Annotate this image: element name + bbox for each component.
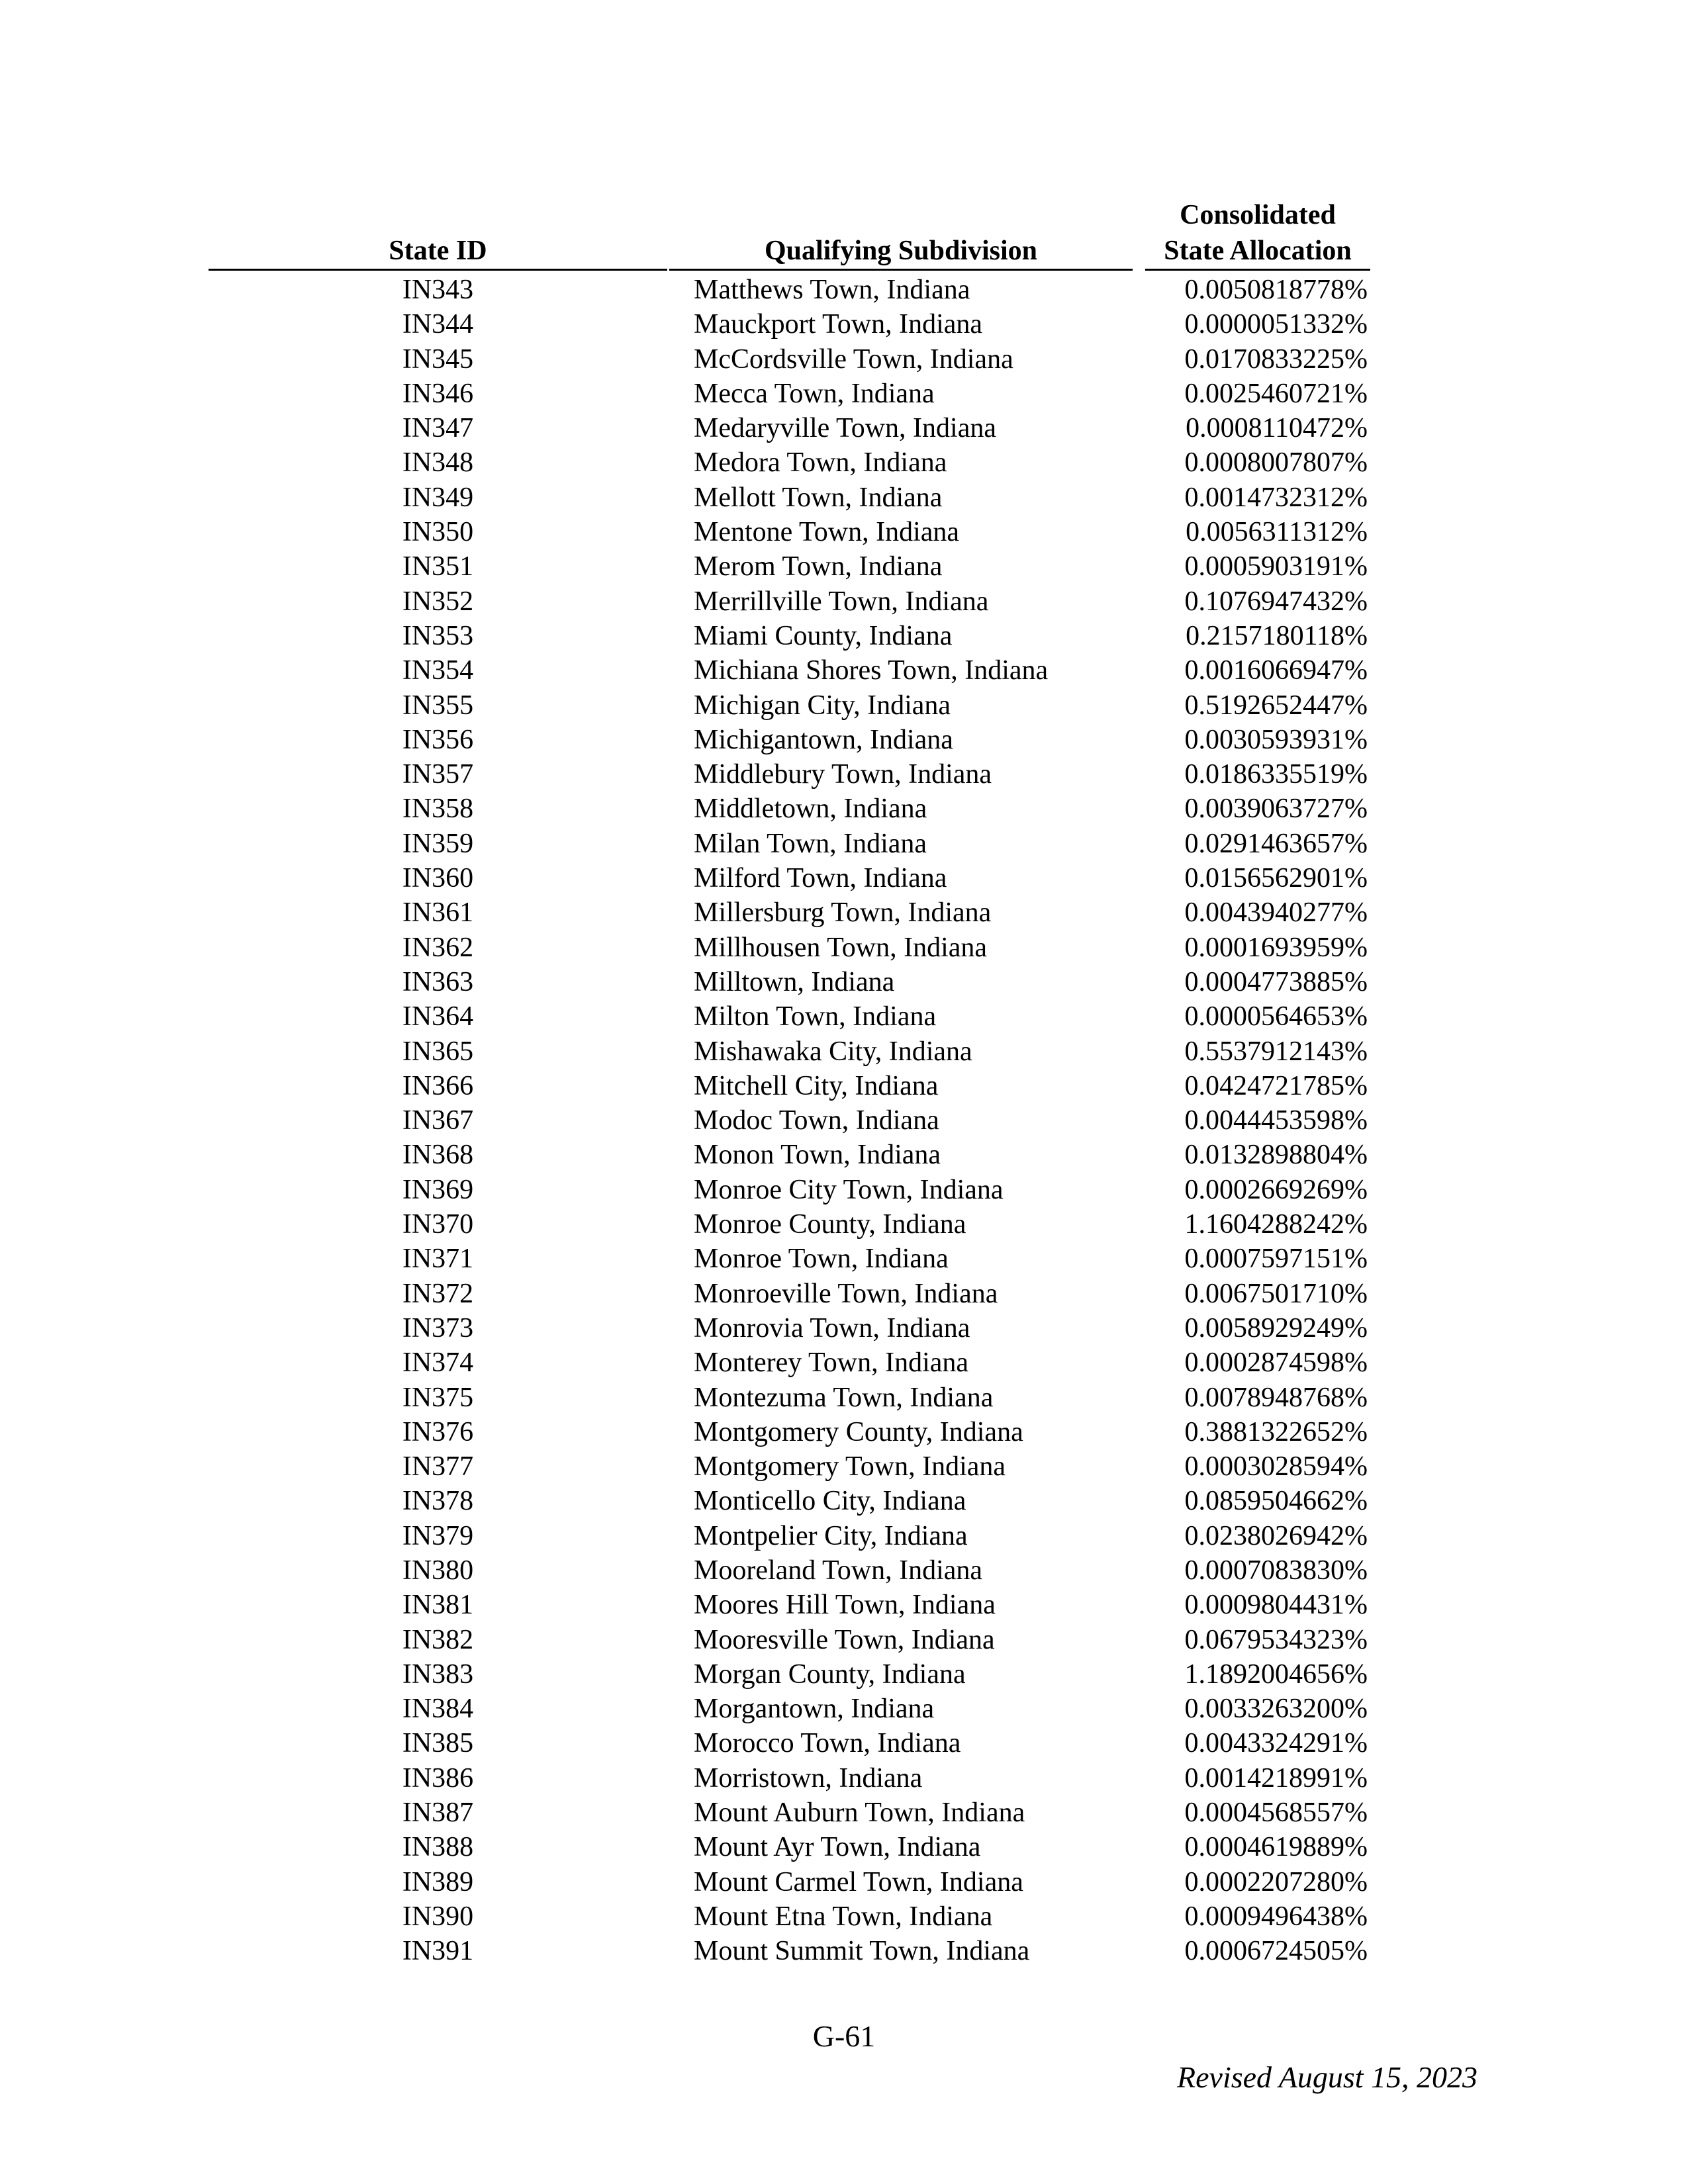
state-id-cell: IN377 xyxy=(402,1451,474,1482)
state-id-cell: IN348 xyxy=(402,447,474,478)
allocation-cell: 0.0008007807% xyxy=(1184,447,1368,478)
allocation-cell: 0.0014732312% xyxy=(1184,482,1368,513)
subdivision-cell: Mooresville Town, Indiana xyxy=(694,1624,995,1655)
state-id-cell: IN381 xyxy=(402,1590,474,1621)
subdivision-cell: Millersburg Town, Indiana xyxy=(694,897,992,929)
table-row xyxy=(0,1415,1688,1449)
table-row xyxy=(0,792,1688,826)
table-row xyxy=(0,1623,1688,1657)
allocation-cell: 0.0014218991% xyxy=(1184,1762,1368,1794)
allocation-cell: 0.0001693959% xyxy=(1184,932,1368,963)
state-id-cell: IN380 xyxy=(402,1555,474,1586)
state-id-cell: IN357 xyxy=(402,759,474,790)
table-row xyxy=(0,1761,1688,1796)
table-row xyxy=(0,827,1688,861)
table-row xyxy=(0,1899,1688,1934)
state-id-cell: IN378 xyxy=(402,1486,474,1517)
subdivision-cell: Montgomery County, Indiana xyxy=(694,1416,1023,1447)
state-id-cell: IN382 xyxy=(402,1624,474,1655)
subdivision-cell: Milltown, Indiana xyxy=(694,966,895,997)
page-number: G-61 xyxy=(812,2019,876,2053)
state-id-cell: IN384 xyxy=(402,1694,474,1725)
state-id-cell: IN355 xyxy=(402,690,474,721)
allocation-cell: 0.0003028594% xyxy=(1184,1451,1368,1482)
subdivision-cell: Matthews Town, Indiana xyxy=(694,275,970,305)
allocation-cell: 0.0009804431% xyxy=(1184,1590,1368,1621)
table-row xyxy=(0,1034,1688,1069)
table-row xyxy=(0,1588,1688,1622)
table-row xyxy=(0,1519,1688,1553)
allocation-table-body xyxy=(0,273,1688,1969)
state-id-cell: IN379 xyxy=(402,1520,474,1551)
table-row xyxy=(0,1069,1688,1103)
subdivision-cell: Miami County, Indiana xyxy=(694,620,953,651)
state-id-cell: IN374 xyxy=(402,1347,474,1379)
state-id-cell: IN354 xyxy=(402,655,474,686)
subdivision-cell: Middletown, Indiana xyxy=(694,794,927,825)
subdivision-cell: Milan Town, Indiana xyxy=(694,828,927,859)
subdivision-cell: Modoc Town, Indiana xyxy=(694,1105,939,1136)
state-id-cell: IN371 xyxy=(402,1244,474,1275)
header-allocation-line-2: State Allocation xyxy=(1164,236,1352,266)
allocation-cell: 0.0033263200% xyxy=(1184,1694,1368,1725)
state-id-cell: IN376 xyxy=(402,1416,474,1447)
table-row xyxy=(0,1449,1688,1484)
state-id-cell: IN346 xyxy=(402,378,474,409)
state-id-cell: IN351 xyxy=(402,551,474,582)
table-row xyxy=(0,653,1688,688)
table-row xyxy=(0,1103,1688,1138)
state-id-cell: IN363 xyxy=(402,966,474,997)
table-row xyxy=(0,1865,1688,1899)
subdivision-cell: Milton Town, Indiana xyxy=(694,1001,937,1032)
table-row xyxy=(0,999,1688,1034)
allocation-cell: 0.0291463657% xyxy=(1184,828,1368,859)
allocation-cell: 0.0006724505% xyxy=(1184,1936,1368,1967)
table-row xyxy=(0,1830,1688,1864)
subdivision-cell: Monterey Town, Indiana xyxy=(694,1347,969,1379)
subdivision-cell: Medaryville Town, Indiana xyxy=(694,413,996,444)
revision-date: Revised August 15, 2023 xyxy=(1177,2060,1477,2094)
state-id-cell: IN389 xyxy=(402,1866,474,1897)
state-id-cell: IN388 xyxy=(402,1832,474,1863)
subdivision-cell: Michigan City, Indiana xyxy=(694,690,951,721)
subdivision-cell: Morgantown, Indiana xyxy=(694,1694,935,1725)
table-row xyxy=(0,549,1688,584)
allocation-cell: 0.0007597151% xyxy=(1184,1244,1368,1275)
state-id-cell: IN350 xyxy=(402,517,474,548)
subdivision-cell: Monticello City, Indiana xyxy=(694,1486,966,1517)
table-row xyxy=(0,342,1688,377)
subdivision-cell: Merrillville Town, Indiana xyxy=(694,586,989,617)
table-row xyxy=(0,1657,1688,1692)
subdivision-cell: Monroe Town, Indiana xyxy=(694,1244,949,1275)
state-id-cell: IN361 xyxy=(402,897,474,929)
allocation-cell: 1.1892004656% xyxy=(1184,1659,1368,1690)
subdivision-cell: Morristown, Indiana xyxy=(694,1762,923,1794)
allocation-cell: 0.5537912143% xyxy=(1184,1036,1368,1067)
state-id-cell: IN368 xyxy=(402,1140,474,1171)
allocation-cell: 0.0156562901% xyxy=(1184,863,1368,894)
table-row xyxy=(0,1381,1688,1415)
header-state-id: State ID xyxy=(389,236,487,266)
subdivision-cell: Moores Hill Town, Indiana xyxy=(694,1590,996,1621)
state-id-cell: IN344 xyxy=(402,309,474,340)
state-id-cell: IN386 xyxy=(402,1762,474,1794)
allocation-cell: 0.0186335519% xyxy=(1184,759,1368,790)
subdivision-cell: Monrovia Town, Indiana xyxy=(694,1312,970,1343)
table-row xyxy=(0,1311,1688,1345)
table-row xyxy=(0,1692,1688,1726)
allocation-cell: 0.0008110472% xyxy=(1186,413,1368,444)
state-id-cell: IN356 xyxy=(402,724,474,755)
allocation-cell: 0.0005903191% xyxy=(1184,551,1368,582)
subdivision-cell: Morgan County, Indiana xyxy=(694,1659,966,1690)
allocation-cell: 0.0067501710% xyxy=(1184,1278,1368,1309)
state-id-cell: IN359 xyxy=(402,828,474,859)
subdivision-cell: Montgomery Town, Indiana xyxy=(694,1451,1006,1482)
state-id-cell: IN370 xyxy=(402,1209,474,1240)
allocation-cell: 0.0004568557% xyxy=(1184,1797,1368,1829)
table-row xyxy=(0,307,1688,341)
subdivision-cell: Montezuma Town, Indiana xyxy=(694,1382,994,1413)
subdivision-cell: McCordsville Town, Indiana xyxy=(694,343,1013,375)
subdivision-cell: Mount Ayr Town, Indiana xyxy=(694,1832,981,1863)
state-id-cell: IN362 xyxy=(402,932,474,963)
allocation-cell: 0.0039063727% xyxy=(1184,794,1368,825)
allocation-cell: 0.0424721785% xyxy=(1184,1070,1368,1101)
state-id-cell: IN373 xyxy=(402,1312,474,1343)
table-row xyxy=(0,445,1688,480)
table-row xyxy=(0,480,1688,515)
subdivision-cell: Mount Etna Town, Indiana xyxy=(694,1901,993,1932)
table-row xyxy=(0,1484,1688,1518)
table-row xyxy=(0,377,1688,411)
table-row xyxy=(0,757,1688,792)
header-allocation-line-1: Consolidated xyxy=(1180,200,1336,230)
state-id-cell: IN372 xyxy=(402,1278,474,1309)
state-id-cell: IN390 xyxy=(402,1901,474,1932)
allocation-cell: 0.0000564653% xyxy=(1184,1001,1368,1032)
allocation-cell: 0.0002874598% xyxy=(1184,1347,1368,1379)
state-id-cell: IN375 xyxy=(402,1382,474,1413)
allocation-cell: 0.0043324291% xyxy=(1184,1728,1368,1759)
table-row xyxy=(0,723,1688,757)
subdivision-cell: Montpelier City, Indiana xyxy=(694,1520,968,1551)
subdivision-cell: Michiana Shores Town, Indiana xyxy=(694,655,1049,686)
state-id-cell: IN365 xyxy=(402,1036,474,1067)
state-id-cell: IN383 xyxy=(402,1659,474,1690)
table-row xyxy=(0,688,1688,723)
table-row xyxy=(0,411,1688,445)
state-id-cell: IN353 xyxy=(402,620,474,651)
allocation-cell: 0.0078948768% xyxy=(1184,1382,1368,1413)
allocation-cell: 0.0043940277% xyxy=(1184,897,1368,929)
allocation-cell: 0.0679534323% xyxy=(1184,1624,1368,1655)
header-rule-state-id xyxy=(209,269,667,271)
allocation-cell: 0.0002207280% xyxy=(1184,1866,1368,1897)
allocation-cell: 0.3881322652% xyxy=(1184,1416,1368,1447)
allocation-cell: 0.0238026942% xyxy=(1184,1520,1368,1551)
allocation-cell: 0.0002669269% xyxy=(1184,1174,1368,1205)
table-row xyxy=(0,515,1688,549)
subdivision-cell: Medora Town, Indiana xyxy=(694,447,947,478)
allocation-cell: 0.0859504662% xyxy=(1184,1486,1368,1517)
state-id-cell: IN366 xyxy=(402,1070,474,1101)
allocation-cell: 0.0044453598% xyxy=(1184,1105,1368,1136)
allocation-cell: 0.0170833225% xyxy=(1184,343,1368,375)
allocation-cell: 0.5192652447% xyxy=(1184,690,1368,721)
allocation-cell: 0.2157180118% xyxy=(1186,620,1368,651)
allocation-cell: 0.0016066947% xyxy=(1184,655,1368,686)
table-row xyxy=(0,1345,1688,1380)
table-row xyxy=(0,1796,1688,1830)
allocation-cell: 0.0000051332% xyxy=(1184,309,1368,340)
table-row xyxy=(0,1242,1688,1276)
table-row xyxy=(0,1173,1688,1207)
header-rule-subdivision xyxy=(669,269,1133,271)
table-row xyxy=(0,1553,1688,1588)
table-row xyxy=(0,1138,1688,1172)
state-id-cell: IN349 xyxy=(402,482,474,513)
header-rule-allocation xyxy=(1145,269,1370,271)
state-id-cell: IN385 xyxy=(402,1728,474,1759)
state-id-cell: IN345 xyxy=(402,343,474,375)
table-row xyxy=(0,273,1688,307)
subdivision-cell: Mentone Town, Indiana xyxy=(694,517,960,548)
state-id-cell: IN347 xyxy=(402,413,474,444)
subdivision-cell: Mooreland Town, Indiana xyxy=(694,1555,983,1586)
table-row xyxy=(0,1934,1688,1968)
state-id-cell: IN358 xyxy=(402,794,474,825)
state-id-cell: IN364 xyxy=(402,1001,474,1032)
subdivision-cell: Mecca Town, Indiana xyxy=(694,378,935,409)
subdivision-cell: Mitchell City, Indiana xyxy=(694,1070,939,1101)
subdivision-cell: Monroe County, Indiana xyxy=(694,1209,966,1240)
allocation-cell: 0.0025460721% xyxy=(1184,378,1368,409)
table-row xyxy=(0,861,1688,895)
allocation-cell: 0.0058929249% xyxy=(1184,1312,1368,1343)
subdivision-cell: Mount Auburn Town, Indiana xyxy=(694,1797,1025,1829)
allocation-cell: 0.0030593931% xyxy=(1184,724,1368,755)
allocation-cell: 0.0004619889% xyxy=(1184,1832,1368,1863)
state-id-cell: IN387 xyxy=(402,1797,474,1829)
table-row xyxy=(0,1726,1688,1760)
header-consolidated-state-allocation xyxy=(1145,197,1370,269)
table-row xyxy=(0,931,1688,965)
subdivision-cell: Morocco Town, Indiana xyxy=(694,1728,961,1759)
table-row xyxy=(0,1207,1688,1242)
subdivision-cell: Mishawaka City, Indiana xyxy=(694,1036,972,1067)
table-row xyxy=(0,584,1688,619)
subdivision-cell: Middlebury Town, Indiana xyxy=(694,759,992,790)
allocation-cell: 0.0056311312% xyxy=(1186,517,1368,548)
state-id-cell: IN352 xyxy=(402,586,474,617)
subdivision-cell: Milford Town, Indiana xyxy=(694,863,947,894)
allocation-cell: 1.1604288242% xyxy=(1184,1209,1368,1240)
subdivision-cell: Monon Town, Indiana xyxy=(694,1140,941,1171)
table-row xyxy=(0,895,1688,930)
header-qualifying-subdivision: Qualifying Subdivision xyxy=(764,236,1038,266)
allocation-cell: 0.0132898804% xyxy=(1184,1140,1368,1171)
subdivision-cell: Monroe City Town, Indiana xyxy=(694,1174,1004,1205)
state-id-cell: IN369 xyxy=(402,1174,474,1205)
table-row xyxy=(0,619,1688,653)
table-row xyxy=(0,965,1688,999)
table-row xyxy=(0,1277,1688,1311)
subdivision-cell: Mauckport Town, Indiana xyxy=(694,309,983,340)
state-id-cell: IN360 xyxy=(402,863,474,894)
allocation-cell: 0.0009496438% xyxy=(1184,1901,1368,1932)
subdivision-cell: Monroeville Town, Indiana xyxy=(694,1278,998,1309)
subdivision-cell: Mount Summit Town, Indiana xyxy=(694,1936,1030,1967)
state-id-cell: IN367 xyxy=(402,1105,474,1136)
allocation-cell: 0.0004773885% xyxy=(1184,966,1368,997)
subdivision-cell: Millhousen Town, Indiana xyxy=(694,932,988,963)
allocation-cell: 0.1076947432% xyxy=(1184,586,1368,617)
allocation-cell: 0.0050818778% xyxy=(1184,275,1368,305)
subdivision-cell: Mount Carmel Town, Indiana xyxy=(694,1866,1023,1897)
subdivision-cell: Merom Town, Indiana xyxy=(694,551,943,582)
state-id-cell: IN391 xyxy=(402,1936,474,1967)
subdivision-cell: Michigantown, Indiana xyxy=(694,724,953,755)
allocation-cell: 0.0007083830% xyxy=(1184,1555,1368,1586)
state-id-cell: IN343 xyxy=(402,275,474,305)
subdivision-cell: Mellott Town, Indiana xyxy=(694,482,943,513)
